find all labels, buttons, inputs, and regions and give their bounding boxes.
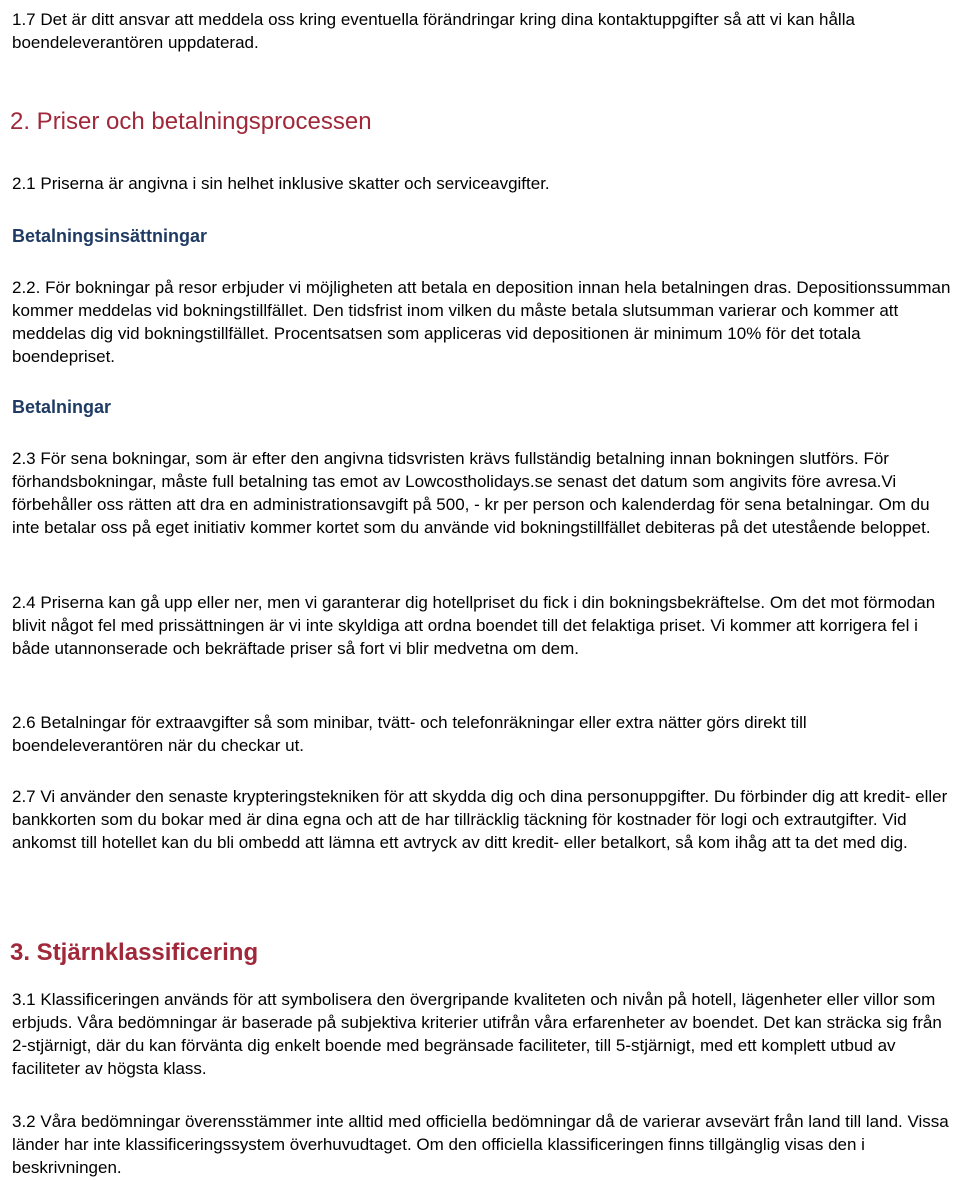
- paragraph-2-4: 2.4 Priserna kan gå upp eller ner, men vi garanterar dig hotellpriset du fick i din bokningsbekräftelse. Om det mot förmodan blivit något fel med prissättningen är vi inte skyldiga att ordna boendet till det felaktiga priset. Vi kommer att korrigera fel i både utannonserade och bekräftade priser så fort vi blir medvetna om dem.: [12, 593, 936, 658]
- subheading-betalningsinsattningar: Betalningsinsättningar: [12, 226, 208, 246]
- paragraph-2-2: 2.2. För bokningar på resor erbjuder vi möjligheten att betala en deposition innan hela betalningen dras. Depositionssumman kommer meddelas vid bokningstillfället. Den tidsfrist inom vilken du måste betala slutsumman varierar och kommer att meddelas dig vid bokningstillfället. Procentsatsen som appliceras vid depositionen är minimum 10% för det totala boendepriset.: [12, 278, 951, 366]
- paragraph-2-1: 2.1 Priserna är angivna i sin helhet inklusive skatter och serviceavgifter.: [12, 174, 550, 193]
- subheading-betalningar: Betalningar: [12, 397, 112, 417]
- paragraph-1-7: 1.7 Det är ditt ansvar att meddela oss kring eventuella förändringar kring dina kontaktuppgifter så att vi kan hålla boendeleverantören uppdaterad.: [12, 10, 855, 52]
- paragraph-3-2: 3.2 Våra bedömningar överensstämmer inte alltid med officiella bedömningar då de varierar avsevärt från land till land. Vissa länder har inte klassificeringssystem överhuvudtaget. Om den officiella klassificeringen finns tillgänglig visas den i beskrivningen.: [12, 1112, 949, 1177]
- paragraph-2-7: 2.7 Vi använder den senaste krypteringstekniken för att skydda dig och dina personuppgifter. Du förbinder dig att kredit- eller bankkorten som du bokar med är dina egna och att de har tillräcklig täckning för kostnader för logi och extrautgifter. Vid ankomst till hotellet kan du bli ombedd att lämna ett avtryck av ditt kredit- eller betalkort, så kom ihåg att ta det med dig.: [12, 787, 948, 852]
- paragraph-2-3: 2.3 För sena bokningar, som är efter den angivna tidsvristen krävs fullständig betalning innan bokningen slutförs. För förhandsbokningar, måste full betalning tas emot av Lowcostholidays.se senast det datum som angivits före avresa.Vi förbehåller oss rätten att dra en administrationsavgift på 500, - kr per person och kalenderdag för sena betalningar. Om du inte betalar oss på eget initiativ kommer kortet som du använde vid bokningstillfället debiteras på det utestående beloppet.: [12, 449, 931, 537]
- paragraph-2-6: 2.6 Betalningar för extraavgifter så som minibar, tvätt- och telefonräkningar eller extra nätter görs direkt till boendeleverantören när du checkar ut.: [12, 713, 807, 755]
- heading-priser-och-betalningsprocessen: 2. Priser och betalningsprocessen: [10, 108, 372, 135]
- heading-stjarnklassificering: 3. Stjärnklassificering: [10, 939, 259, 966]
- paragraph-3-1: 3.1 Klassificeringen används för att symbolisera den övergripande kvaliteten och nivån på hotell, lägenheter eller villor som erbjuds. Våra bedömningar är baserade på subjektiva kriterier utifrån våra erfarenheter av boendet. Det kan sträcka sig från 2-stjärnigt, där du kan förvänta dig enkelt boende med begränsade faciliteter, till 5-stjärnigt, med ett komplett utbud av faciliteter av högsta klass.: [12, 990, 942, 1078]
